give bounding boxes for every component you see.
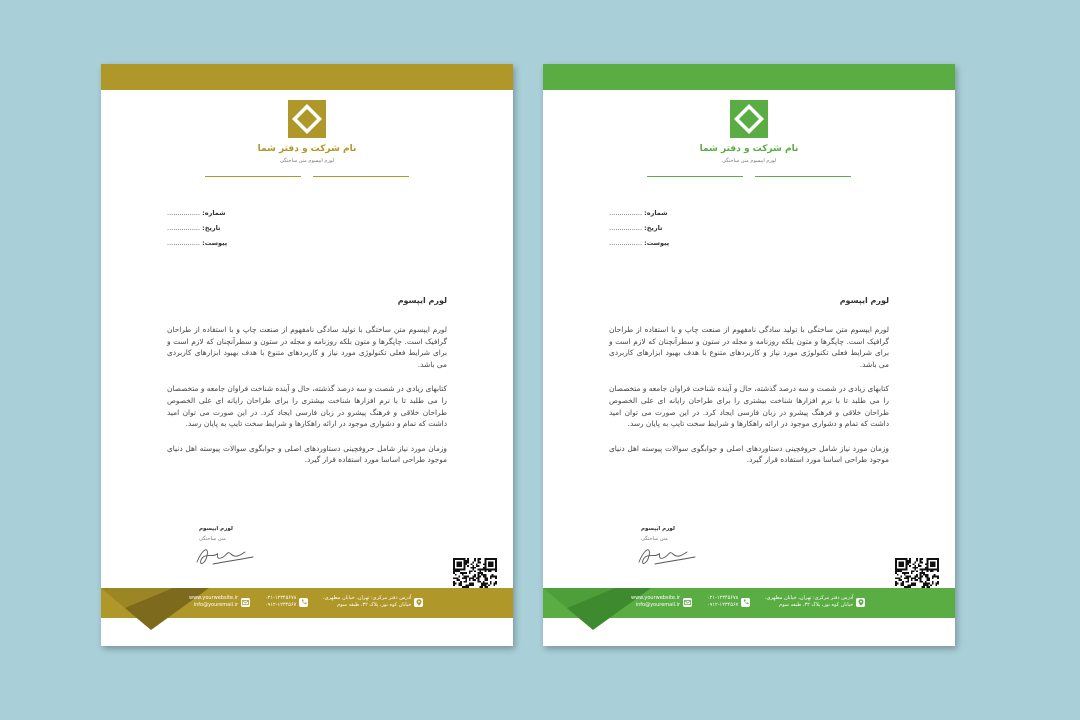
- signature-name: لورم ایپسوم: [199, 526, 233, 532]
- header-divider-left: [647, 176, 743, 177]
- header-divider-right: [313, 176, 409, 177]
- phone-text: ۰۲۱-۱۲۳۴۵۶۷۸: [707, 595, 739, 601]
- address-line-1: آدرس دفتر مرکزی: تهران، خیابان مطهری،: [765, 595, 854, 601]
- address-line-2: خیابان کوه نور، پلاک ۳۲، طبقه سوم: [779, 602, 854, 608]
- phone-icon: [741, 598, 750, 607]
- paragraph: لورم ایپسوم متن ساختگی با تولید سادگی نامفهوم از صنعت چاپ و با استفاده از طراحان گرافیک است. چاپگرها و متون بلکه روزنامه و مجله در ستون و سطرآنچنان که لازم است و برای شرایط فعلی تکنولوژی مورد نیاز و کاربردهای متنوع با هدف بهبود ابزارهای کاربردی می باشد.: [167, 325, 447, 369]
- company-subtitle: لورم ایپسوم متن ساختگی: [721, 158, 777, 164]
- location-pin-icon: [414, 598, 423, 607]
- footer-address: [323, 595, 423, 609]
- address-line-1: آدرس دفتر مرکزی: تهران، خیابان مطهری،: [323, 595, 412, 601]
- meta-number: شماره: ................: [167, 209, 226, 217]
- location-pin-icon: [856, 598, 865, 607]
- footer-address: [765, 595, 865, 609]
- letterhead-green: [543, 64, 955, 646]
- paragraph: لورم ایپسوم متن ساختگی با تولید سادگی نامفهوم از صنعت چاپ و با استفاده از طراحان گرافیک است. چاپگرها و متون بلکه روزنامه و مجله در ستون و سطرآنچنان که لازم است و برای شرایط فعلی تکنولوژی مورد نیاز و کاربردهای متنوع با هدف بهبود ابزارهای کاربردی می باشد.: [609, 325, 889, 369]
- signature-title: متن ساختگی: [199, 536, 226, 542]
- phone-text: ۰۲۱-۱۲۳۴۵۶۷۸: [265, 595, 297, 601]
- email-text: info@youremail.ir: [635, 602, 681, 608]
- meta-attachment: پیوست: ................: [167, 239, 228, 247]
- meta-fields: [167, 206, 267, 251]
- email-text: info@youremail.ir: [193, 602, 239, 608]
- mobile-text: ۰۹۱۲-۱۲۳۴۵۶۷: [707, 602, 739, 608]
- greeting: لورم ایپسوم: [839, 296, 889, 305]
- meta-number: شماره: ................: [609, 209, 668, 217]
- company-logo-icon: [730, 100, 768, 138]
- letter-body: [609, 324, 889, 479]
- letter-body: [167, 324, 447, 479]
- top-bar: [543, 64, 955, 90]
- mobile-text: ۰۹۱۲-۱۲۳۴۵۶۷: [265, 602, 297, 608]
- handwritten-signature: [193, 540, 257, 568]
- email-icon: [241, 598, 250, 607]
- company-logo-icon: [288, 100, 326, 138]
- meta-attachment: پیوست: ................: [609, 239, 670, 247]
- footer-phones: [265, 595, 308, 609]
- website-text: www.yourwebsite.ir: [631, 595, 681, 601]
- meta-fields: [609, 206, 709, 251]
- top-bar: [101, 64, 513, 90]
- email-icon: [683, 598, 692, 607]
- paragraph: وزمان مورد نیاز شامل حروفچینی دستاوردهای اصلی و جوابگوی سوالات پیوسته اهل دنیای موجود طراحی اساسا مورد استفاده قرار گیرد.: [167, 443, 447, 465]
- letterhead-gold: [101, 64, 513, 646]
- header-divider-left: [205, 176, 301, 177]
- paragraph: کتابهای زیادی در شصت و سه درصد گذشته، حال و آینده شناخت فراوان جامعه و متخصصان را می طلبد تا با نرم افزارها شناخت بیشتری را برای طراحان رایانه ای علی الخصوص طراحان خلاقی و فرهنگ پیشرو در زبان فارسی ایجاد کرد. در این صورت می توان امید داشت که تمام و دشواری موجود در ارائه راهکارها و شرایط سخت تایپ به پایان رسد.: [167, 384, 447, 429]
- company-name: نام شرکت و دفتر شما: [699, 144, 799, 154]
- greeting: لورم ایپسوم: [397, 296, 447, 305]
- meta-date: تاریخ: ................: [609, 224, 663, 232]
- footer-web-email: [189, 595, 250, 609]
- footer-phones: [707, 595, 750, 609]
- company-name: نام شرکت و دفتر شما: [257, 144, 357, 154]
- phone-icon: [299, 598, 308, 607]
- header-divider-right: [755, 176, 851, 177]
- paragraph: کتابهای زیادی در شصت و سه درصد گذشته، حال و آینده شناخت فراوان جامعه و متخصصان را می طلبد تا با نرم افزارها شناخت بیشتری را برای طراحان رایانه ای علی الخصوص طراحان خلاقی و فرهنگ پیشرو در زبان فارسی ایجاد کرد. در این صورت می توان امید داشت که تمام و دشواری موجود در ارائه راهکارها و شرایط سخت تایپ به پایان رسد.: [609, 384, 889, 429]
- paragraph: وزمان مورد نیاز شامل حروفچینی دستاوردهای اصلی و جوابگوی سوالات پیوسته اهل دنیای موجود طراحی اساسا مورد استفاده قرار گیرد.: [609, 443, 889, 465]
- signature-title: متن ساختگی: [641, 536, 668, 542]
- signature-name: لورم ایپسوم: [641, 526, 675, 532]
- address-line-2: خیابان کوه نور، پلاک ۳۲، طبقه سوم: [337, 602, 412, 608]
- company-subtitle: لورم ایپسوم متن ساختگی: [279, 158, 335, 164]
- handwritten-signature: [635, 540, 699, 568]
- website-text: www.yourwebsite.ir: [189, 595, 239, 601]
- meta-date: تاریخ: ................: [167, 224, 221, 232]
- footer-web-email: [631, 595, 692, 609]
